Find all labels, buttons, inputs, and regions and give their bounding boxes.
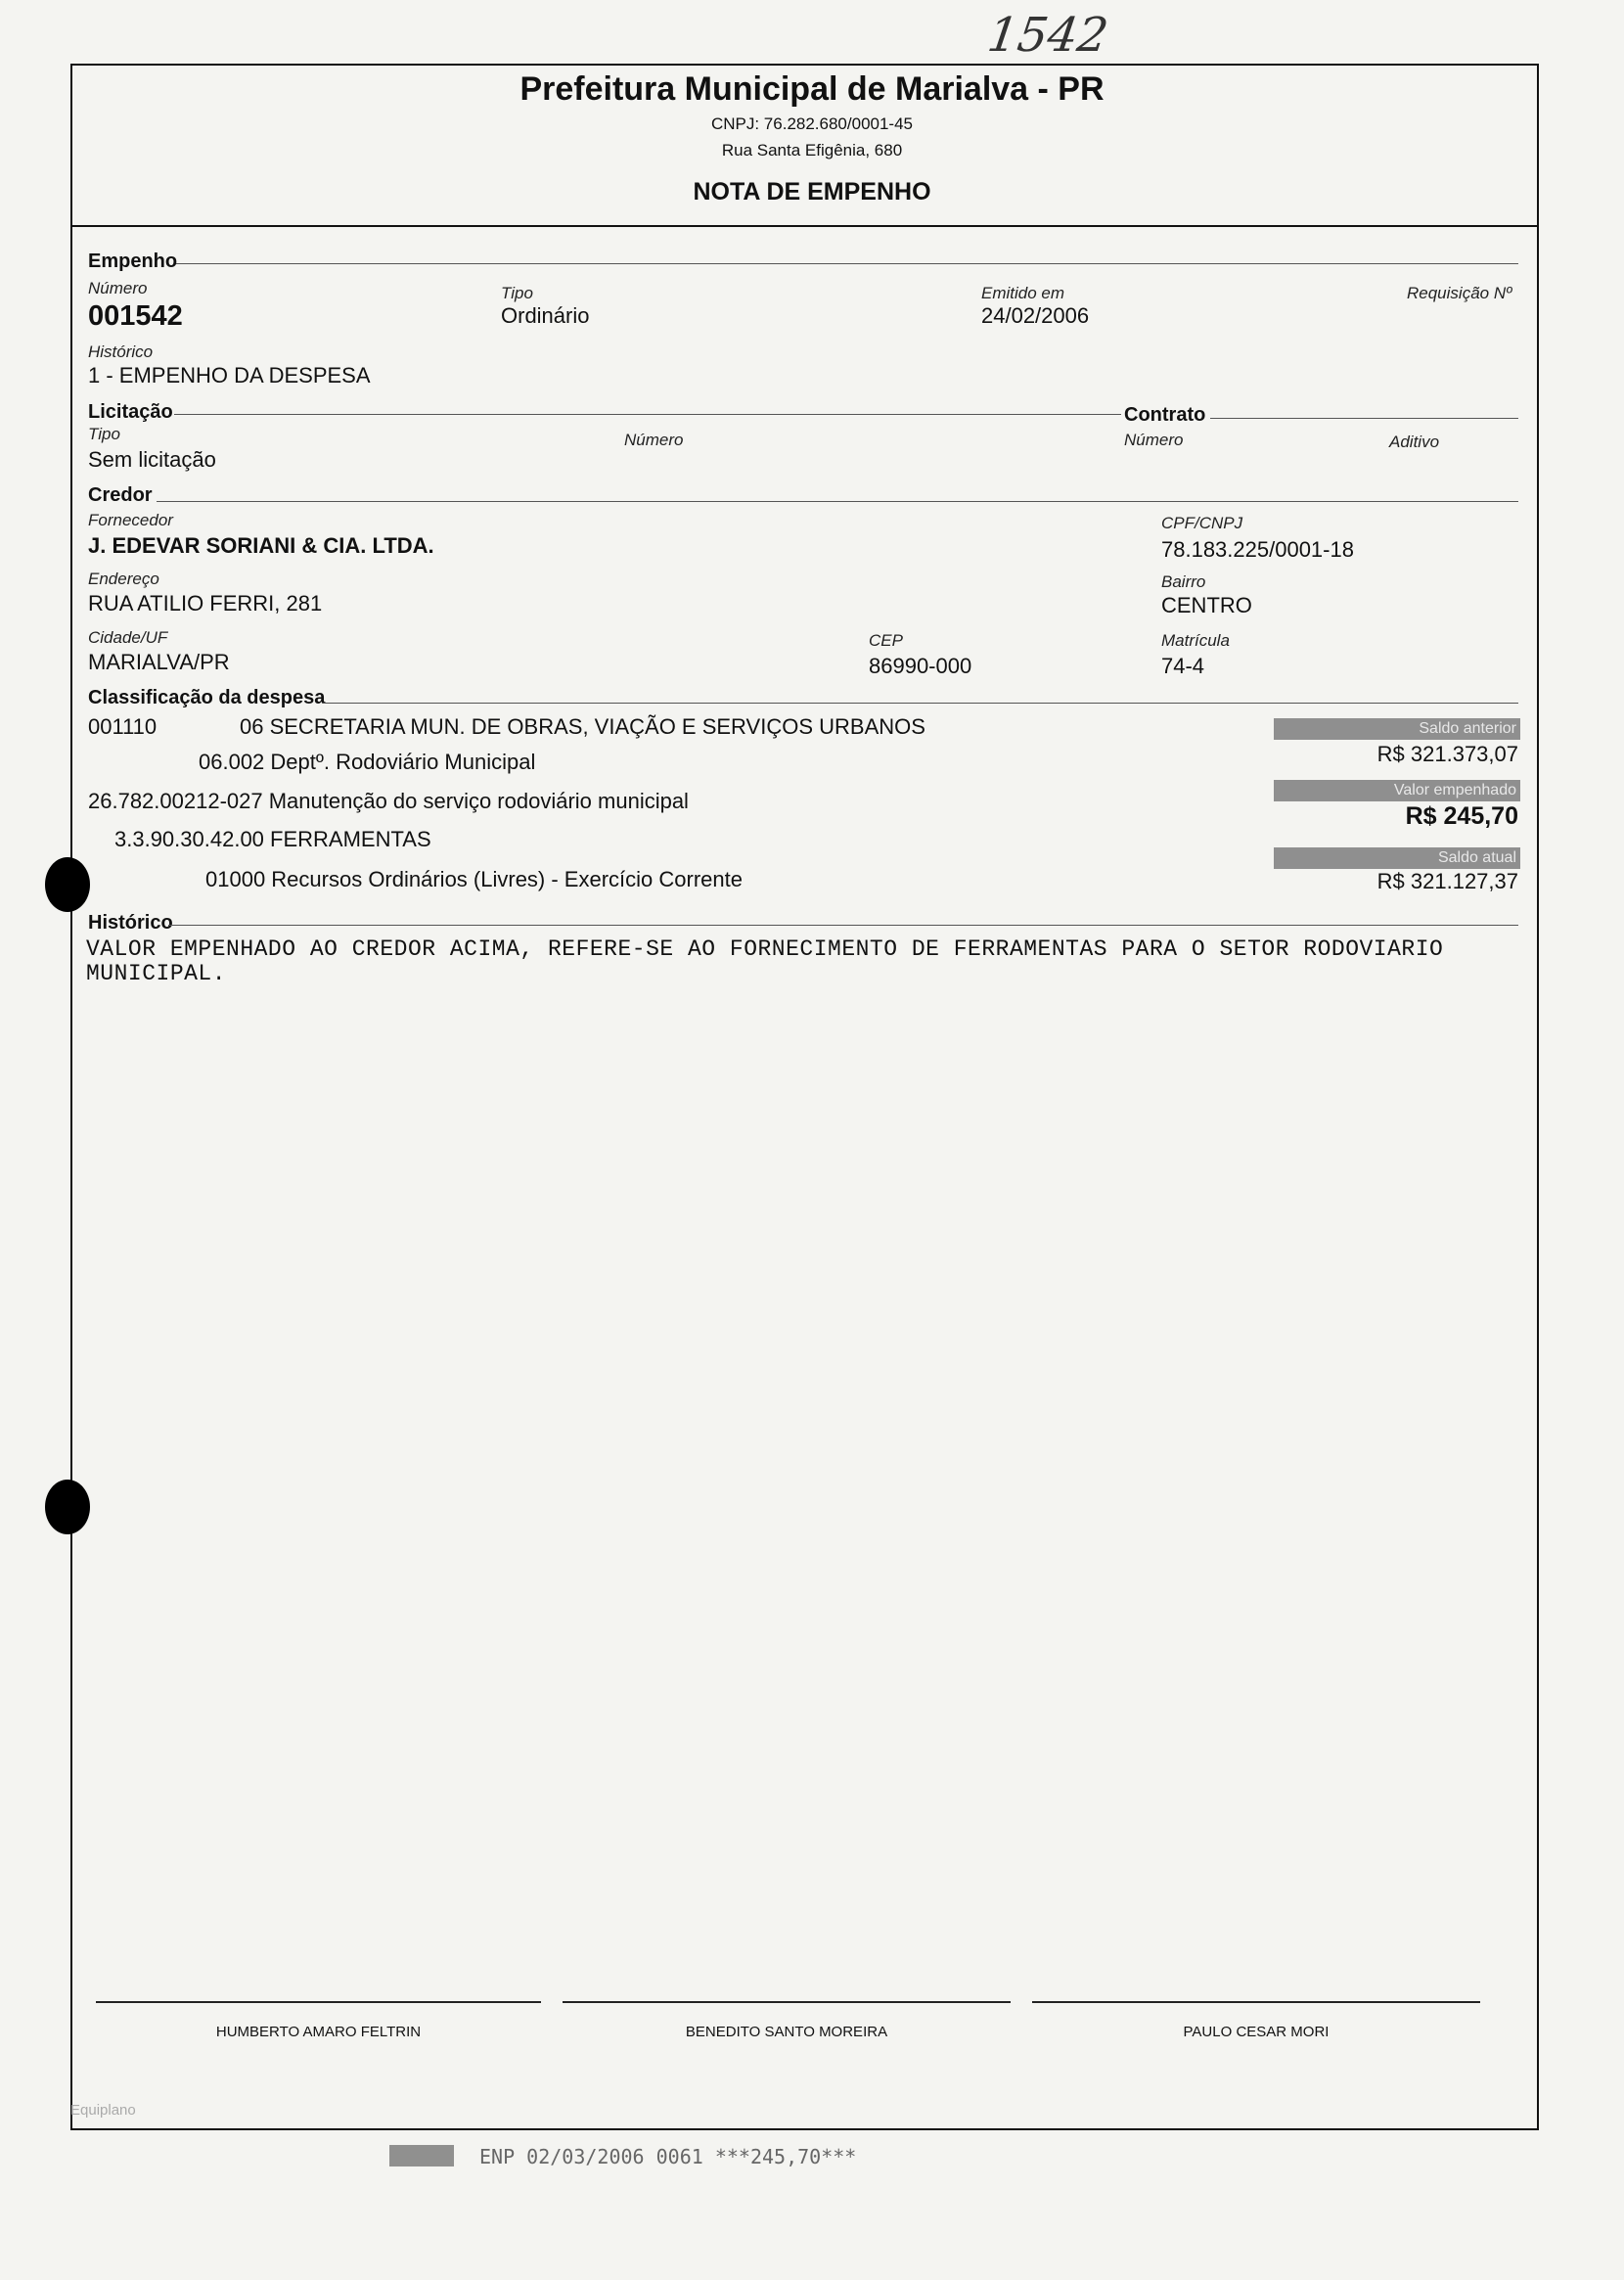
valor-empenhado-label: Valor empenhado: [1274, 780, 1520, 801]
header-address: Rua Santa Efigênia, 680: [721, 141, 903, 160]
label-licitacao-tipo: Tipo: [88, 425, 120, 443]
classificacao-orgao: 06 SECRETARIA MUN. DE OBRAS, VIAÇÃO E SERVIÇOS URBANOS: [240, 714, 925, 739]
doc-title: NOTA DE EMPENHO: [693, 178, 931, 205]
label-cpf-cnpj: CPF/CNPJ: [1161, 514, 1243, 532]
historico-line-1: VALOR EMPENHADO AO CREDOR ACIMA, REFERE-SE AO FORNECIMENTO DE FERRAMENTAS PARA O SETOR RODOVIARIO: [86, 936, 1444, 962]
section-licitacao: Licitação: [88, 401, 173, 423]
section-empenho: Empenho: [88, 251, 178, 272]
credor-cnpj: 78.183.225/0001-18: [1161, 537, 1354, 562]
saldo-anterior-label: Saldo anterior: [1274, 718, 1520, 740]
footer-brand: Equiplano: [70, 2102, 136, 2119]
signature-line-1: [96, 2001, 541, 2003]
saldo-atual: R$ 321.127,37: [1376, 869, 1518, 893]
label-tipo: Tipo: [501, 284, 533, 302]
section-historico: Histórico: [88, 912, 173, 934]
saldo-anterior: R$ 321.373,07: [1376, 742, 1518, 766]
classificacao-elemento: 3.3.90.30.42.00 FERRAMENTAS: [114, 827, 431, 851]
label-requisicao: Requisição Nº: [1407, 284, 1512, 302]
classificacao-orgao-code: 001110: [88, 714, 158, 739]
credor-endereco: RUA ATILIO FERRI, 281: [88, 591, 323, 616]
rule-historico: [168, 925, 1518, 926]
empenho-numero: 001542: [88, 300, 183, 332]
label-contrato-numero: Número: [1124, 431, 1184, 449]
signature-line-2: [563, 2001, 1011, 2003]
rule-empenho: [176, 263, 1518, 264]
signatory-3: PAULO CESAR MORI: [1183, 2024, 1330, 2040]
classificacao-recurso: 01000 Recursos Ordinários (Livres) - Exercício Corrente: [205, 867, 743, 891]
label-emitido: Emitido em: [981, 284, 1065, 302]
punch-hole-bottom: [45, 1480, 90, 1534]
punch-hole-top: [45, 857, 90, 912]
rule-contrato: [1210, 418, 1518, 419]
label-cep: CEP: [869, 631, 903, 650]
stamp-logo-icon: [389, 2145, 454, 2166]
signatory-2: BENEDITO SANTO MOREIRA: [685, 2024, 888, 2040]
credor-bairro: CENTRO: [1161, 593, 1252, 617]
credor-fornecedor: J. EDEVAR SORIANI & CIA. LTDA.: [88, 533, 434, 558]
mechanical-stamp: ENP 02/03/2006 0061 ***245,70***: [479, 2145, 857, 2168]
credor-matricula: 74-4: [1161, 654, 1205, 678]
licitacao-tipo: Sem licitação: [88, 447, 216, 472]
rule-classificacao: [323, 703, 1518, 704]
rule-licitacao: [174, 414, 1121, 415]
historico-line-2: MUNICIPAL.: [86, 961, 227, 986]
header-cnpj: CNPJ: 76.282.680/0001-45: [710, 114, 914, 133]
label-licitacao-numero: Número: [624, 431, 684, 449]
classificacao-funcional: 26.782.00212-027 Manutenção do serviço rodoviário municipal: [88, 789, 689, 813]
empenho-tipo: Ordinário: [501, 303, 590, 328]
signatory-1: HUMBERTO AMARO FELTRIN: [215, 2024, 422, 2040]
handwritten-number: 1542: [984, 8, 1112, 63]
signature-line-3: [1032, 2001, 1480, 2003]
label-endereco: Endereço: [88, 570, 159, 588]
saldo-atual-label: Saldo atual: [1274, 847, 1520, 869]
header-divider: [70, 225, 1538, 227]
label-cidade: Cidade/UF: [88, 628, 168, 647]
label-matricula: Matrícula: [1161, 631, 1230, 650]
section-credor: Credor: [88, 484, 153, 506]
credor-cidade: MARIALVA/PR: [88, 650, 230, 674]
label-contrato-aditivo: Aditivo: [1389, 433, 1440, 451]
rule-credor: [157, 501, 1518, 502]
empenho-historico: 1 - EMPENHO DA DESPESA: [88, 363, 371, 388]
section-classificacao: Classificação da despesa: [88, 687, 326, 708]
label-bairro: Bairro: [1161, 572, 1206, 591]
valor-empenhado: R$ 245,70: [1405, 802, 1518, 830]
section-contrato: Contrato: [1124, 404, 1206, 426]
empenho-emitido: 24/02/2006: [981, 303, 1090, 328]
page-title: Prefeitura Municipal de Marialva - PR: [519, 70, 1105, 108]
credor-cep: 86990-000: [869, 654, 972, 678]
classificacao-unidade: 06.002 Deptº. Rodoviário Municipal: [199, 750, 536, 774]
label-numero: Número: [88, 279, 148, 297]
label-fornecedor: Fornecedor: [88, 511, 173, 529]
label-historico-empenho: Histórico: [88, 342, 154, 361]
